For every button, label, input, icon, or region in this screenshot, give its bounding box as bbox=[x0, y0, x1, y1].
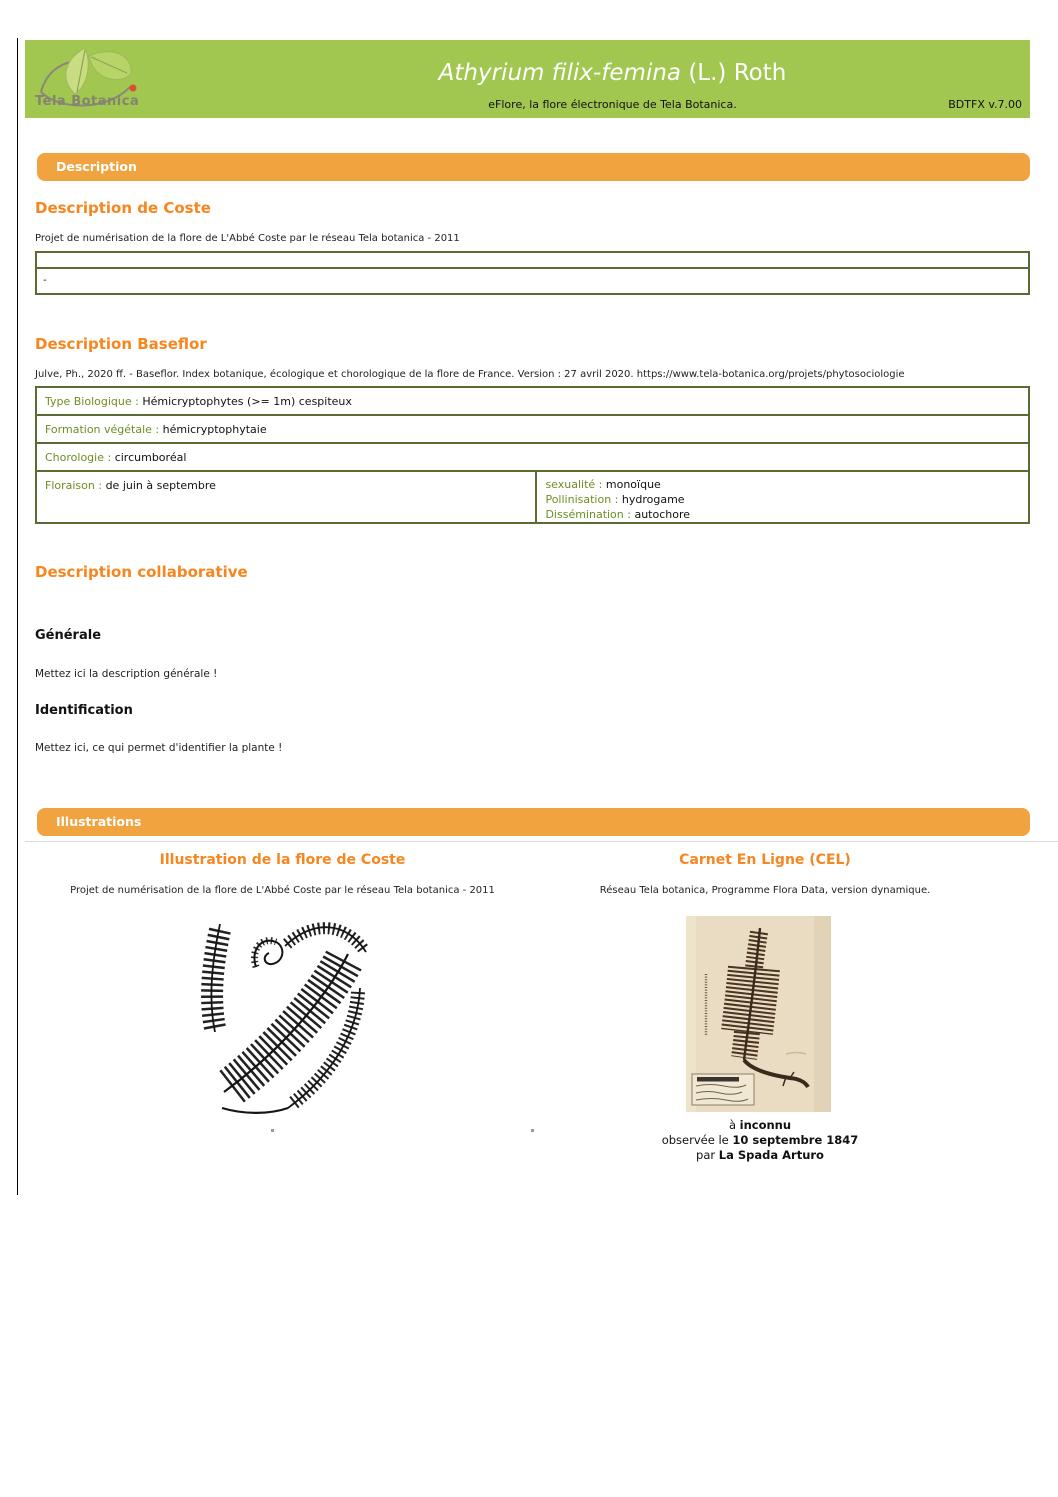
reproduction-cell bbox=[537, 472, 1028, 522]
coste-description-heading: Description de Coste bbox=[35, 199, 211, 217]
author-value: La Spada Arturo bbox=[718, 1148, 824, 1162]
coste-dash-row: - bbox=[43, 275, 47, 286]
repro-line: Pollinisation : hydrogame bbox=[545, 493, 685, 506]
repro-line: Dissémination : autochore bbox=[545, 508, 691, 521]
page-title bbox=[195, 60, 1030, 86]
caption-date-line: observée le 10 septembre 1847 bbox=[661, 1133, 859, 1147]
logo-text: Tela Botanica bbox=[35, 94, 140, 109]
coste-illustration-credit: Projet de numérisation de la flore de L'Abbé Coste par le réseau Tela botanica - 2011 bbox=[70, 885, 495, 896]
row-value: hémicryptophytaie bbox=[162, 423, 267, 436]
coste-illustration-heading: Illustration de la flore de Coste bbox=[159, 852, 406, 868]
generale-heading: Générale bbox=[35, 628, 102, 643]
cel-observation-caption bbox=[560, 1118, 960, 1163]
row-value: circumboréal bbox=[114, 451, 187, 464]
table-row bbox=[37, 444, 1028, 472]
baseflor-table bbox=[35, 386, 1030, 524]
illustrations-section-bar: Illustrations bbox=[37, 808, 1030, 836]
baseflor-heading: Description Baseflor bbox=[35, 335, 207, 353]
description-section-bar: Description bbox=[37, 153, 1030, 181]
table-row bbox=[37, 416, 1028, 444]
caption-author-line: par La Spada Arturo bbox=[696, 1148, 824, 1162]
coste-fern-illustration bbox=[172, 912, 377, 1122]
divider-line bbox=[25, 841, 1058, 842]
row-label: Floraison : bbox=[45, 479, 103, 492]
date-value: 10 septembre 1847 bbox=[732, 1133, 859, 1147]
row-value: de juin à septembre bbox=[105, 479, 216, 492]
row-label: Chorologie : bbox=[45, 451, 112, 464]
cel-herbarium-photo bbox=[686, 916, 831, 1112]
table-row bbox=[37, 472, 1028, 522]
floraison-cell bbox=[37, 472, 537, 522]
baseflor-credit: Julve, Ph., 2020 ff. - Baseflor. Index botanique, écologique et chorologique de la flore de France. Version : 27 avril 2020. https://www.tela-botanica.org/projets/phytosociologie bbox=[35, 369, 905, 380]
coste-empty-row bbox=[37, 253, 1028, 269]
identification-heading: Identification bbox=[35, 703, 133, 718]
scan-speck bbox=[271, 1129, 274, 1132]
generale-placeholder-text: Mettez ici la description générale ! bbox=[35, 668, 218, 680]
table-row bbox=[37, 388, 1028, 416]
header-banner bbox=[25, 40, 1030, 118]
referential-version: BDTFX v.7.00 bbox=[948, 98, 1022, 111]
station-value: inconnu bbox=[739, 1118, 792, 1132]
header-subtitle: eFlore, la flore électronique de Tela Botanica. bbox=[488, 98, 737, 111]
collaborative-heading: Description collaborative bbox=[35, 563, 248, 581]
cel-credit: Réseau Tela botanica, Programme Flora Data, version dynamique. bbox=[599, 885, 931, 896]
identification-placeholder-text: Mettez ici, ce qui permet d'identifier la plante ! bbox=[35, 742, 283, 754]
cel-heading: Carnet En Ligne (CEL) bbox=[679, 852, 851, 868]
coste-description-box bbox=[35, 251, 1030, 295]
tela-botanica-logo bbox=[29, 42, 189, 118]
row-value: Hémicryptophytes (>= 1m) cespiteux bbox=[142, 395, 352, 408]
left-border-line bbox=[17, 38, 18, 1195]
scan-speck bbox=[531, 1129, 534, 1132]
repro-line: sexualité : monoïque bbox=[545, 478, 661, 491]
coste-description-credit: Projet de numérisation de la flore de L'Abbé Coste par le réseau Tela botanica - 2011 bbox=[35, 233, 460, 244]
caption-station-line: à inconnu bbox=[728, 1118, 792, 1132]
taxon-name: Athyrium filix-femina bbox=[438, 60, 682, 86]
taxon-author: (L.) Roth bbox=[681, 60, 787, 86]
row-label: Type Biologique : bbox=[45, 395, 139, 408]
row-label: Formation végétale : bbox=[45, 423, 160, 436]
